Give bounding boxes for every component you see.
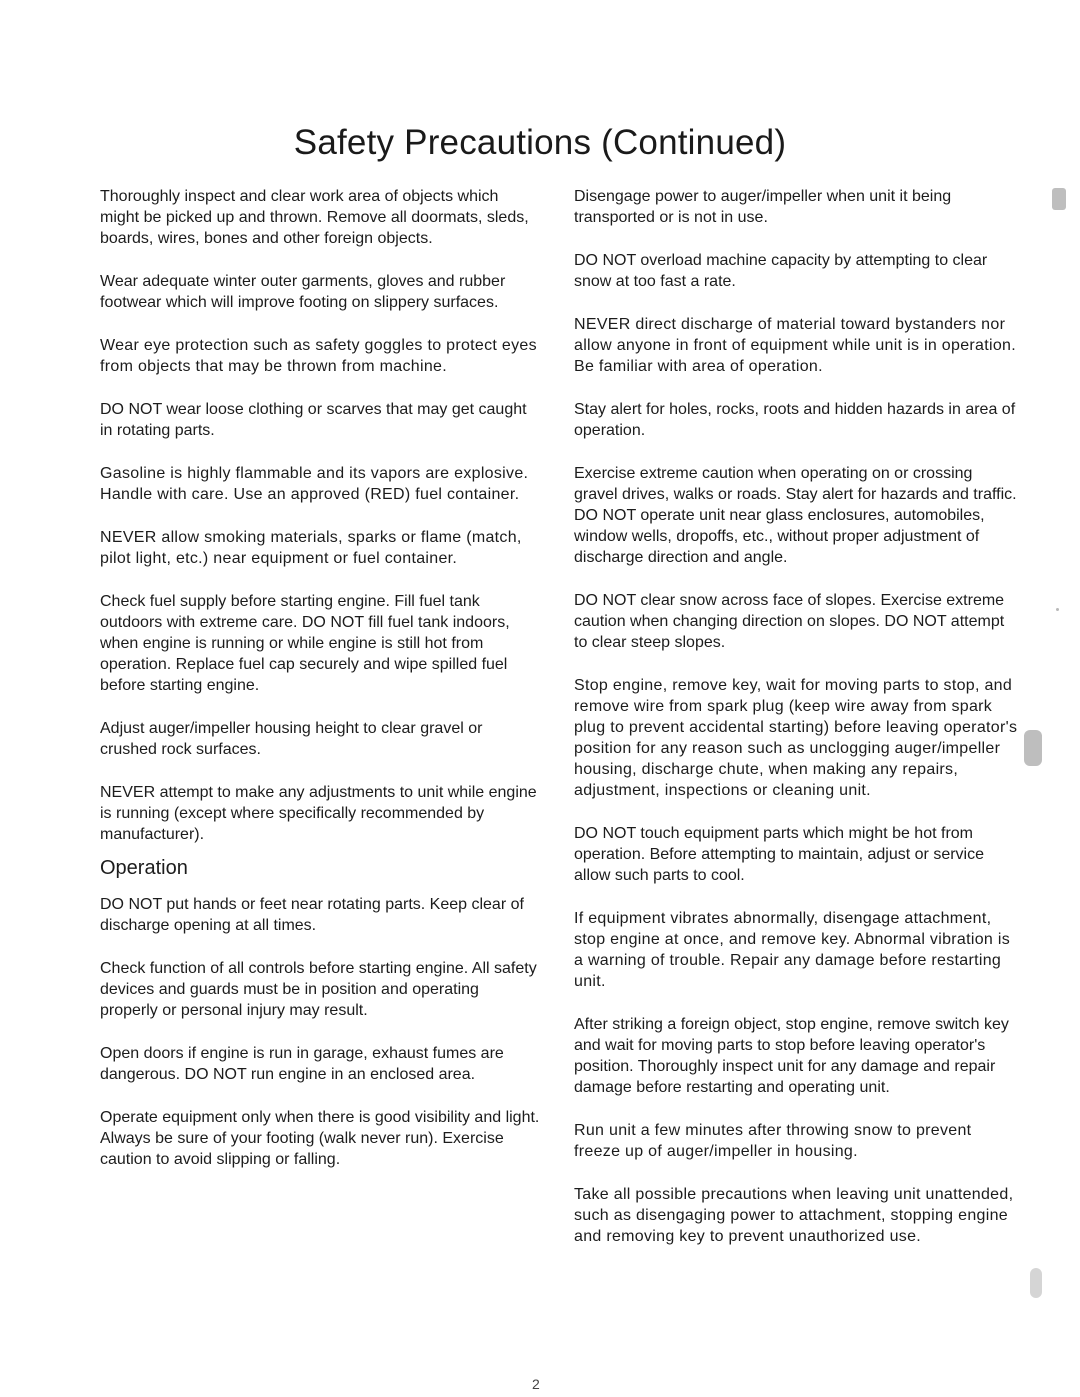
paragraph: NEVER attempt to make any adjustments to unit while engine is running (except where specifically recommended by manufacturer). [100, 784, 537, 843]
paragraph: Run unit a few minutes after throwing snow to prevent freeze up of auger/impeller in housing. [574, 1122, 972, 1160]
paragraph: Wear eye protection such as safety goggles to protect eyes from objects that may be thrown from machine. [100, 337, 537, 375]
paragraph: Take all possible precautions when leaving unit unattended, such as disengaging power to attachment, stopping engine and removing key to prevent unauthorized use. [574, 1186, 1014, 1245]
paragraph: Adjust auger/impeller housing height to clear gravel or crushed rock surfaces. [100, 720, 483, 758]
right-column [574, 186, 1019, 1267]
paragraph: Stop engine, remove key, wait for moving parts to stop, and remove wire from spark plug (keep wire away from spark plug to prevent accidental starting) before leaving operator's position for any reason such as unclogging auger/impeller housing, discharge chute, when making any repairs, adjustment, inspections or cleaning unit. [574, 677, 1018, 799]
paragraph: NEVER direct discharge of material toward bystanders nor allow anyone in front of equipment while unit is in operation. Be familiar with area of operation. [574, 316, 1016, 375]
paragraph: If equipment vibrates abnormally, disengage attachment, stop engine at once, and remove key. Abnormal vibration is a warning of trouble. Repair any damage before restarting unit. [574, 910, 1011, 990]
paragraph: Exercise extreme caution when operating on or crossing gravel drives, walks or roads. Stay alert for hazards and traffic. DO NOT operate unit near glass enclosures, automobiles, window wells, dropoffs, etc., without proper adjustment of discharge direction and angle. [574, 465, 1017, 566]
section-heading-operation: Operation [100, 857, 188, 879]
scan-artifact [1056, 608, 1059, 611]
paragraph: Gasoline is highly flammable and its vapors are explosive. Handle with care. Use an approved (RED) fuel container. [100, 465, 529, 503]
paragraph: DO NOT clear snow across face of slopes. Exercise extreme caution when changing direction on slopes. DO NOT attempt to clear steep slopes. [574, 592, 1005, 651]
page-number: 2 [532, 1376, 540, 1392]
scan-artifact [1052, 188, 1066, 210]
paragraph: Disengage power to auger/impeller when unit it being transported or is not in use. [574, 188, 952, 226]
page-title: Safety Precautions (Continued) [293, 123, 787, 163]
scan-artifact [1030, 1268, 1042, 1298]
paragraph: Check function of all controls before starting engine. All safety devices and guards must be in position and operating properly or personal injury may result. [100, 960, 537, 1019]
scan-artifact [1024, 730, 1042, 766]
paragraph: DO NOT put hands or feet near rotating parts. Keep clear of discharge opening at all times. [100, 896, 524, 934]
paragraph: DO NOT touch equipment parts which might be hot from operation. Before attempting to maintain, adjust or service allow such parts to cool. [574, 825, 984, 884]
paragraph: DO NOT wear loose clothing or scarves that may get caught in rotating parts. [100, 401, 527, 439]
paragraph: Wear adequate winter outer garments, gloves and rubber footwear which will improve footing on slippery surfaces. [100, 273, 506, 311]
paragraph: Thoroughly inspect and clear work area of objects which might be picked up and thrown. Remove all doormats, sleds, boards, wires, bones and other foreign objects. [100, 188, 529, 247]
paragraph: Check fuel supply before starting engine. Fill fuel tank outdoors with extreme care. DO NOT fill fuel tank indoors, when engine is running or while engine is still hot from operation. Replace fuel cap securely and wipe spilled fuel before starting engine. [100, 593, 510, 694]
left-column [100, 186, 540, 1190]
paragraph: After striking a foreign object, stop engine, remove switch key and wait for moving parts to stop before leaving operator's position. Thoroughly inspect unit for any damage and repair damage before restarting and operating unit. [574, 1016, 1009, 1096]
paragraph: DO NOT overload machine capacity by attempting to clear snow at too fast a rate. [574, 252, 988, 290]
paragraph: Operate equipment only when there is good visibility and light. Always be sure of your footing (walk never run). Exercise caution to avoid slipping or falling. [100, 1109, 540, 1168]
paragraph: Stay alert for holes, rocks, roots and hidden hazards in area of operation. [574, 401, 1016, 439]
paragraph: NEVER allow smoking materials, sparks or flame (match, pilot light, etc.) near equipment or fuel container. [100, 529, 522, 567]
paragraph: Open doors if engine is run in garage, exhaust fumes are dangerous. DO NOT run engine in an enclosed area. [100, 1045, 504, 1083]
